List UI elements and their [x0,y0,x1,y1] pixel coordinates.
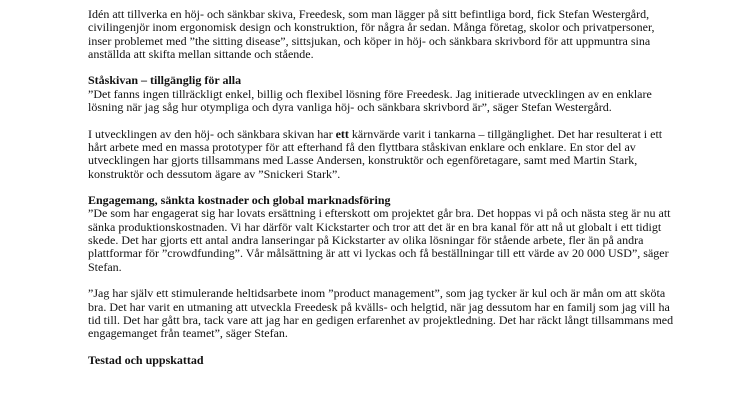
paragraph-gap [88,114,674,127]
section-heading-engagement: Engagemang, sänkta kostnader och global marknadsföring [88,193,391,208]
section-heading-standing-desk: Ståskivan – tillgänglig för alla [88,73,242,88]
development-paragraph [88,128,674,181]
document-page [88,8,674,367]
paragraph-gap [88,181,674,194]
paragraph-gap [88,61,674,74]
quote-paragraph-fulltime: ”Jag har själv ett stimulerande heltidsarbete inom ”product management”, som jag tycker är kul och är mån om att sköta bra. Det har varit en utmaning att utveckla Freedesk på kvälls- och helgtid, när jag dessutom har en familj som jag vill ha tid till. Det har gått bra, tack vare att jag har en gedigen erfarenhet av projektledning. Det har räckt långt tillsammans med engagemanget från teamet”, säger Stefan. [88,286,674,341]
paragraph-gap [88,340,674,353]
development-text-start: I utvecklingen av den höj- och sänkbara skivan har [88,126,336,141]
development-text-emphasis: ett [335,126,349,141]
section-heading-tested: Testad och uppskattad [88,352,204,367]
quote-paragraph-kickstarter: ”De som har engagerat sig har lovats ersättning i efterskott om projektet går bra. Det hoppas vi på och nästa steg är nu att sänka produktionskostnaden. Vi har därför valt Kickstarter och tror att det är en bra kanal för att nå ut globalt i ett tidigt skede. Det har gjorts ett antal andra lanseringar på Kickstarter av olika lösningar för stående arbete, fler än på andra plattformar för ”crowdfunding”. Vår målsättning är att vi lyckas och få beställningar till ett värde av 20 000 USD”, säger Stefan. [88,206,671,274]
intro-paragraph: Idén att tillverka en höj- och sänkbar skiva, Freedesk, som man lägger på sitt befintliga bord, fick Stefan Westergård, civilingenjör inom ergonomisk design och konstruktion, för några år sedan. Många företag, skolor och privatpersoner, inser problemet med ”the sitting disease”, sittsjukan, och köper in höj- och sänkbara skrivbord för att uppmuntra sina anställda att skifta mellan sittande och stående. [88,7,655,61]
quote-paragraph-origin: ”Det fanns ingen tillräckligt enkel, billig och flexibel lösning före Freedesk. Jag initierade utvecklingen av en enklare lösning när jag såg hur otympliga och dyra vanliga höj- och sänkbara skrivbord är”, säger Stefan Westergård. [88,86,652,115]
development-text-end: kärnvärde varit i tankarna – tillgänglighet. Det har resulterat i ett hårt arbete med en massa prototyper för att efterhand få den flyttbara ståskivan enklare och enklare. En stor del av utvecklingen har gjorts tillsammans med Lasse Andersen, konstruktör och egenföretagare, samt med Martin Stark, konstruktör och dessutom ägare av ”Snickeri Stark”. [88,126,663,181]
paragraph-gap [88,274,674,287]
